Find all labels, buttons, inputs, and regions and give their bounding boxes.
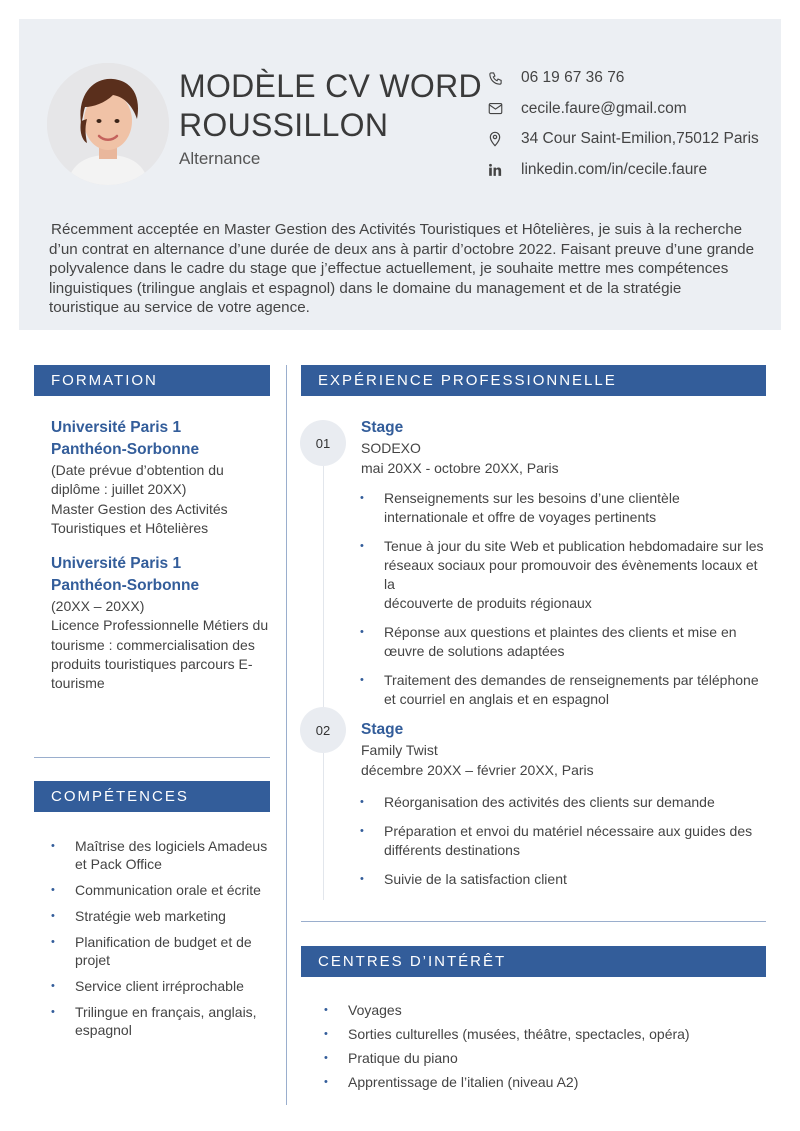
name-line-1: MODÈLE CV WORD <box>179 68 482 104</box>
school-name: Université Paris 1 <box>51 419 182 436</box>
job-bullets <box>360 793 765 889</box>
list-item: • Trilingue en français, anglais, espagnol <box>51 1003 276 1039</box>
list-item: • Renseignements sur les besoins d’une clientèle internationale et offre de voyages pertinents <box>360 489 765 527</box>
list-item: • Préparation et envoi du matériel nécessaire aux guides des différents destinations <box>360 822 765 860</box>
email-text[interactable]: cecile.faure@gmail.com <box>521 99 687 117</box>
name-line-2: ROUSSILLON <box>179 107 389 143</box>
list-item: • Sorties culturelles (musées, théâtre, spectacles, opéra) <box>324 1025 764 1043</box>
formation-detail: tourisme : commercialisation des <box>51 636 255 653</box>
contact-phone <box>487 63 759 94</box>
mail-icon <box>487 101 503 117</box>
list-item: • Tenue à jour du site Web et publication hebdomadaire sur les réseaux sociaux pour promouvoir des évènements locaux et la découverte de produits régionaux <box>360 537 765 613</box>
job-company: Family Twist <box>361 742 438 758</box>
interets-list <box>324 1001 764 1091</box>
phone-icon <box>487 70 503 86</box>
divider <box>34 757 270 758</box>
list-item: • Voyages <box>324 1001 764 1019</box>
formation-detail: (20XX – 20XX) <box>51 598 145 614</box>
job-title: Stage <box>361 721 404 738</box>
job-entry <box>361 417 761 478</box>
formation-detail: Master Gestion des Activités <box>51 500 228 517</box>
list-item: • Réorganisation des activités des clients sur demande <box>360 793 765 812</box>
competences-list <box>51 837 276 1039</box>
competences-heading: COMPÉTENCES <box>34 781 270 812</box>
job-number: 02 <box>300 707 346 753</box>
linkedin-icon <box>487 162 503 178</box>
contact-address <box>487 124 759 155</box>
job-title: Stage <box>361 419 404 436</box>
school-name: Panthéon-Sorbonne <box>51 441 200 458</box>
contact-list <box>487 63 759 185</box>
phone-text: 06 19 67 36 76 <box>521 69 625 87</box>
formation-item <box>51 553 271 693</box>
list-item: • Planification de budget et de projet <box>51 933 276 969</box>
divider <box>301 921 766 922</box>
formation-detail: Touristiques et Hôtelières <box>51 519 209 536</box>
job-number: 01 <box>300 420 346 466</box>
list-item: • Communication orale et écrite <box>51 881 276 899</box>
header <box>19 19 781 330</box>
formation-detail: produits touristiques parcours E- <box>51 655 253 672</box>
contact-linkedin <box>487 155 759 186</box>
list-item: • Maîtrise des logiciels Amadeus et Pack Office <box>51 837 276 873</box>
job-date: décembre 20XX – février 20XX, Paris <box>361 761 594 778</box>
job-bullets <box>360 489 765 709</box>
list-item: • Apprentissage de l’italien (niveau A2) <box>324 1073 764 1091</box>
school-name: Université Paris 1 <box>51 555 182 572</box>
interets-heading: CENTRES D’INTÉRÊT <box>301 946 766 977</box>
list-item: • Traitement des demandes de renseignements par téléphone et courriel en anglais et en espagnol <box>360 671 765 709</box>
list-item: • Service client irréprochable <box>51 977 276 995</box>
formation-detail: (Date prévue d’obtention du <box>51 462 224 478</box>
job-company: SODEXO <box>361 440 421 456</box>
list-item: • Suivie de la satisfaction client <box>360 870 765 889</box>
school-name: Panthéon-Sorbonne <box>51 577 200 594</box>
experience-heading: EXPÉRIENCE PROFESSIONNELLE <box>301 365 766 396</box>
formation-item <box>51 417 271 538</box>
formation-heading: FORMATION <box>34 365 270 396</box>
formation-detail: Licence Professionnelle Métiers du <box>51 617 269 634</box>
subtitle: Alternance <box>179 149 261 168</box>
job-entry <box>361 719 761 780</box>
list-item: • Pratique du piano <box>324 1049 764 1067</box>
contact-email <box>487 94 759 125</box>
timeline-line <box>323 442 324 900</box>
formation-detail: tourisme <box>51 675 105 692</box>
job-date: mai 20XX - octobre 20XX, Paris <box>361 459 559 476</box>
list-item: • Stratégie web marketing <box>51 907 276 925</box>
linkedin-text[interactable]: linkedin.com/in/cecile.faure <box>521 160 708 178</box>
summary-text: Récemment acceptée en Master Gestion des Activités Touristiques et Hôtelières, je suis à la recherche d’un contrat en alternance d’une durée de deux ans à partir d’octobre 2022. Faisant preuve d’une grande polyvalence dans le cadre du stage que j’effectue actuellement, je souhaite mettre mes compétences linguistiques (trilingue anglais et espagnol) dans le domaine du management et de la stratégie touristique au service de votre agence. <box>49 221 755 316</box>
formation-detail: diplôme : juillet 20XX) <box>51 481 187 498</box>
page-title <box>179 67 482 145</box>
location-icon <box>487 131 503 147</box>
column-divider <box>286 365 287 1105</box>
avatar <box>47 63 169 185</box>
address-text: 34 Cour Saint-Emilion,75012 Paris <box>521 130 759 148</box>
list-item: • Réponse aux questions et plaintes des clients et mise en œuvre de solutions adaptées <box>360 623 765 661</box>
